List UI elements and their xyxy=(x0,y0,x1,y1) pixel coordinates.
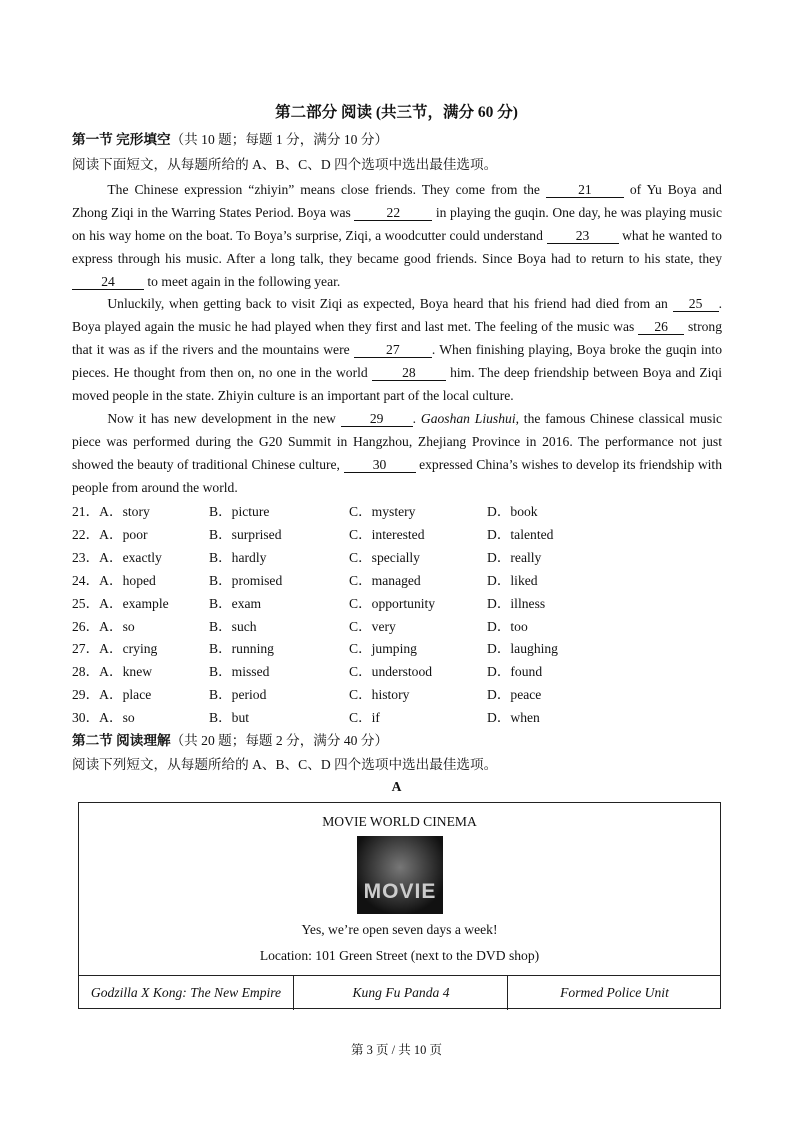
section1-heading xyxy=(72,128,722,148)
question-options-row xyxy=(72,637,722,660)
question-options-row xyxy=(72,592,722,615)
question-options-row xyxy=(72,546,722,569)
option-choice: C．history xyxy=(349,687,410,703)
cinema-ad-table xyxy=(78,802,721,1009)
italic-title: Gaoshan Liushui xyxy=(420,411,516,426)
answer-blank: 27 xyxy=(354,342,432,358)
open-days-text: Yes, we’re open seven days a week! xyxy=(301,922,498,937)
answer-blank: 29 xyxy=(341,411,413,427)
question-options-row xyxy=(72,683,722,706)
question-options-row xyxy=(72,569,722,592)
question-options-row xyxy=(72,500,722,523)
answer-blank: 28 xyxy=(372,365,446,381)
paragraph-text: what he wanted to express through his music. After a long talk, they became good friends. Since Boya had to return to his state, they xyxy=(72,228,722,266)
paragraph-text: expressed China’s wishes to develop its friendship with people from around the world. xyxy=(72,457,723,495)
section1-instruction: 阅读下面短文，从每题所给的 A、B、C、D 四个选项中选出最佳选项。 xyxy=(72,157,498,172)
page-footer: 第 3 页 / 共 10 页 xyxy=(351,1043,442,1057)
option-choice: D．when xyxy=(487,710,540,726)
movie-cell: Formed Police Unit xyxy=(507,975,721,1010)
option-choice: B．promised xyxy=(209,572,283,588)
paragraph-text: in playing the guqin. One day, he was playing music on his way home on the boat. To Boya’s surprise, Ziqi, a woodcutter could understand xyxy=(72,205,723,243)
option-choice: B．hardly xyxy=(209,549,267,565)
option-choice: C．understood xyxy=(349,664,433,680)
option-choice: C．jumping xyxy=(349,641,417,657)
option-choice: 24．A．hoped xyxy=(72,572,156,588)
option-choice: B．picture xyxy=(209,504,270,519)
option-choice: B．such xyxy=(209,618,257,634)
question-options-row xyxy=(72,706,722,729)
location-text: Location: 101 Green Street (next to the DVD shop) xyxy=(259,948,540,963)
paragraph-3 xyxy=(72,407,722,499)
option-choice: D．book xyxy=(487,504,538,519)
option-choice: D．too xyxy=(487,618,528,634)
option-choice: B．surprised xyxy=(209,526,282,542)
paragraph-text: . Boya played again the music he had played when they first and last met. The feeling of the music was xyxy=(72,296,722,334)
option-choice: 25．A．example xyxy=(72,595,169,611)
answer-blank: 26 xyxy=(638,319,684,335)
option-choice: 30．A．so xyxy=(72,710,135,726)
option-choice: 21．A．story xyxy=(72,504,150,519)
answer-blank: 25 xyxy=(673,296,719,312)
paragraph-text: to meet again in the following year. xyxy=(144,274,341,289)
section2-instruction: 阅读下列短文，从每题所给的 A、B、C、D 四个选项中选出最佳选项。 xyxy=(72,757,498,772)
paragraph-text: . When finishing playing, Boya broke the guqin into pieces. He thought from then on, no one in the world xyxy=(72,342,722,380)
section1-note: （共 10 题；每题 1 分，满分 10 分） xyxy=(170,132,389,147)
option-choice: C．specially xyxy=(349,549,420,565)
section1-title: 第一节 完形填空 xyxy=(72,132,171,147)
option-choice: D．laughing xyxy=(487,641,558,657)
option-choice: D．peace xyxy=(487,687,542,703)
movie-cell: Kung Fu Panda 4 xyxy=(293,975,508,1010)
paragraph-text: , the famous Chinese classical music piece was performed during the G20 Summit in Hangzhou, Zhejiang Province in 2016. The performance not just showed the beauty of traditional Chinese culture, xyxy=(72,411,722,472)
paragraph-text: strong that it was as if the rivers and the mountains were xyxy=(72,319,722,357)
option-choice: C．managed xyxy=(349,572,421,588)
option-choice: D．really xyxy=(487,549,542,565)
section2-note: （共 20 题；每题 2 分，满分 40 分） xyxy=(170,733,389,748)
option-choice: 29．A．place xyxy=(72,687,152,703)
paragraph-2 xyxy=(72,292,722,407)
part-title: 第二部分 阅读 (共三节，满分 60 分) xyxy=(275,104,518,121)
paragraph-text: him. The deep friendship between Boya and Ziqi moved people in the state. Zhiyin culture is an important part of the local culture. xyxy=(72,365,722,403)
cinema-name: MOVIE WORLD CINEMA xyxy=(322,814,477,829)
answer-blank: 30 xyxy=(344,457,416,473)
paragraph-text: Unluckily, when getting back to visit Ziqi as expected, Boya heard that his friend had died from an xyxy=(107,296,673,311)
option-choice: 23．A．exactly xyxy=(72,549,162,565)
option-choice: C．very xyxy=(349,618,396,634)
movie-logo-text: MOVIE xyxy=(363,880,437,903)
option-choice: D．found xyxy=(487,664,543,680)
option-choice: C．if xyxy=(349,710,380,726)
movie-logo-image xyxy=(357,836,443,914)
option-choice: B．period xyxy=(209,687,267,703)
passage-label: A xyxy=(391,779,402,794)
answer-blank: 23 xyxy=(547,228,619,244)
option-choice: C．interested xyxy=(349,526,425,542)
movie-cell: Godzilla X Kong: The New Empire xyxy=(79,975,293,1010)
option-choice: 22．A．poor xyxy=(72,526,148,542)
option-choice: B．exam xyxy=(209,595,262,611)
option-choice: D．talented xyxy=(487,526,554,542)
paragraph-text: Now it has new development in the new xyxy=(107,411,341,426)
option-choice: B．running xyxy=(209,641,274,657)
option-choice: 28．A．knew xyxy=(72,664,153,680)
paragraph-text: of Yu Boya and Zhong Ziqi in the Warring States Period. Boya was xyxy=(72,182,722,220)
option-choice: 26．A．so xyxy=(72,618,135,634)
question-options-row xyxy=(72,660,722,683)
paragraph-1 xyxy=(72,178,722,293)
option-choice: D．illness xyxy=(487,595,546,611)
paragraph-text: The Chinese expression “zhiyin” means close friends. They come from the xyxy=(107,182,546,197)
paragraph-text: . xyxy=(412,411,421,426)
question-options-row xyxy=(72,615,722,638)
option-choice: B．but xyxy=(209,710,250,726)
section2-heading xyxy=(72,729,722,749)
answer-blank: 22 xyxy=(354,205,432,221)
answer-blank: 21 xyxy=(546,182,624,198)
option-choice: B．missed xyxy=(209,664,270,680)
section2-title: 第二节 阅读理解 xyxy=(72,733,171,748)
option-choice: C．opportunity xyxy=(349,595,436,611)
option-choice: C．mystery xyxy=(349,504,416,519)
option-choice: D．liked xyxy=(487,572,538,588)
question-options-row xyxy=(72,523,722,546)
answer-blank: 24 xyxy=(72,274,144,290)
option-choice: 27．A．crying xyxy=(72,641,158,657)
